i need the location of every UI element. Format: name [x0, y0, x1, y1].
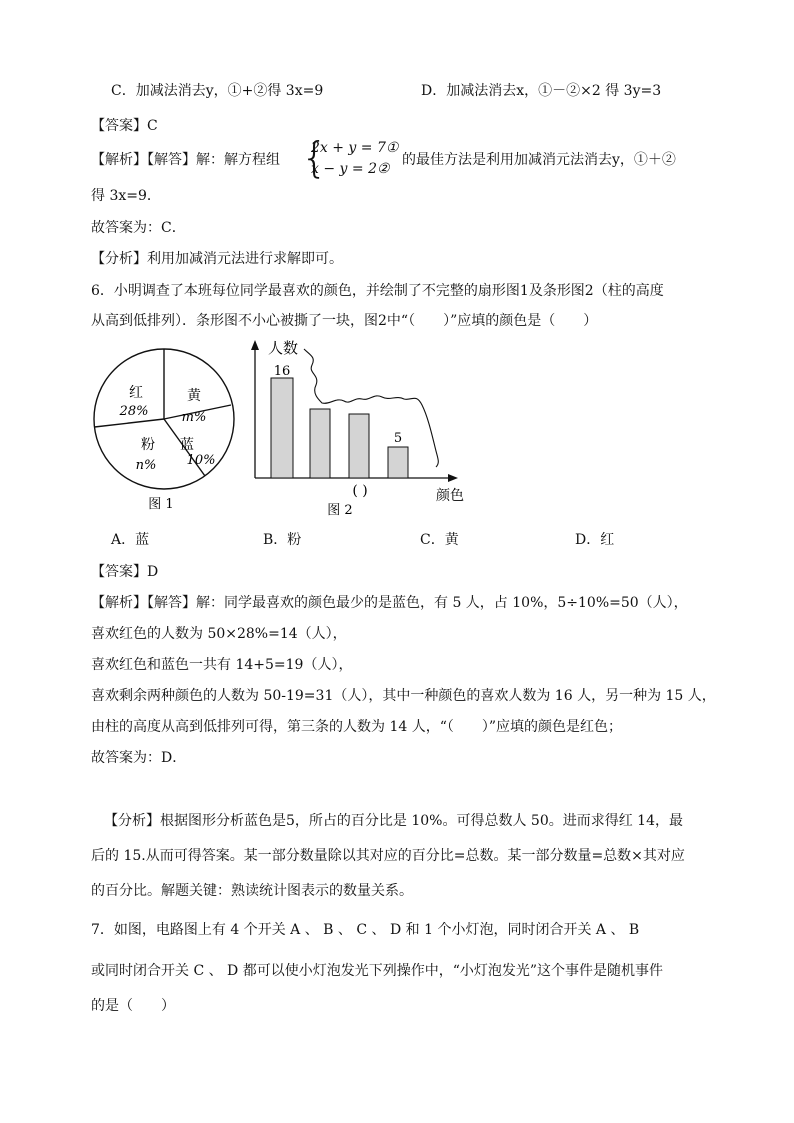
bar-chart-figure [240, 335, 470, 520]
pie-pct-red: 28% [119, 404, 149, 419]
q7-stem-line1: 7．如图，电路图上有 4 个开关 A 、 B 、 C 、 D 和 1 个小灯泡，同时闭合开关 A 、 B [91, 922, 640, 938]
bar-1 [271, 378, 293, 478]
analysis-suffix: 的最佳方法是利用加减消元法消去y，①＋② [402, 152, 676, 168]
answer-label: 【答案】C [91, 118, 158, 134]
analysis-prefix: 【解析】【解答】解：解方程组 [91, 152, 280, 168]
conclusion: 故答案为：C． [91, 220, 186, 236]
q7-stem-line2: 或同时闭合开关 C 、 D 都可以使小灯泡发光下列操作中，“小灯泡发光”这个事件是随机事件 [91, 963, 664, 979]
equation-1: 2x + y = 7① [311, 140, 399, 156]
fenxi: 【分析】利用加减消元法进行求解即可。 [91, 251, 343, 267]
fenxi-line-2: 后的 15.从而可得答案。某一部分数量除以其对应的百分比=总数。某一部分数量=总数×其对应 [91, 848, 685, 864]
q6-stem-line2: 从高到低排列）．条形图不小心被撕了一块，图2中“（ ）”应填的颜色是（ ） [91, 313, 598, 329]
fenxi-line-3: 的百分比。解题关键：熟读统计图表示的数量关系。 [91, 883, 413, 899]
pie-pct-pink: n% [135, 458, 157, 473]
solution-line-6: 故答案为：D． [91, 750, 187, 766]
answer-label-6: 【答案】D [91, 564, 159, 580]
solution-line-3: 喜欢红色和蓝色一共有 14+5=19（人）， [91, 657, 353, 673]
blank-category: ( ) [352, 483, 368, 499]
solution-line-2: 喜欢红色的人数为 50×28%=14（人）， [91, 626, 347, 642]
option-a: A．蓝 [111, 532, 150, 548]
pie-label-yellow: 黄 [187, 388, 201, 404]
pie-label-blue: 蓝 [180, 437, 194, 453]
pie-pct-yellow: m% [181, 410, 207, 425]
pie-pct-blue: 10% [186, 453, 216, 468]
fenxi-line-1: 【分析】根据图形分析蓝色是5，所占的百分比是 10%。可得总数人 50。进而求得红 14，最 [104, 813, 684, 829]
x-axis-label: 颜色 [436, 488, 464, 504]
pie-divider-left [95, 419, 165, 427]
solution-line-5: 由柱的高度从高到低排列可得，第三条的人数为 14 人，“（ ）”应填的颜色是红色； [91, 719, 623, 735]
pie-chart-figure [90, 345, 250, 515]
pie-label-pink: 粉 [141, 437, 155, 453]
x-axis-arrow-icon [448, 474, 458, 482]
q7-stem-line3: 的是（ ） [91, 998, 175, 1014]
option-c6: C．黄 [420, 532, 459, 548]
y-axis-label: 人数 [268, 339, 299, 357]
solution-line-4: 喜欢剩余两种颜色的人数为 50-19=31（人），其中一种颜色的喜欢人数为 16 人，另一种为 15 人， [91, 688, 716, 704]
option-b: B．粉 [263, 532, 302, 548]
bar-1-label: 16 [273, 364, 291, 379]
bar-caption: 图 2 [327, 503, 353, 518]
solution-line-1: 【解析】【解答】解：同学最喜欢的颜色最少的是蓝色，有 5 人，占 10%，5÷10%=50（人）， [91, 595, 688, 611]
option-d: D．加减法消去x，①－②×2 得 3y=3 [421, 83, 662, 99]
pie-caption: 图 1 [148, 497, 174, 512]
bar-4 [388, 447, 408, 478]
brace-icon: { [301, 133, 328, 182]
option-d6: D．红 [575, 532, 615, 548]
option-c: C．加减法消去y，①+②得 3x=9 [111, 83, 324, 99]
bar-4-label: 5 [393, 431, 403, 446]
q6-stem-line1: 6．小明调查了本班每位同学最喜欢的颜色，并绘制了不完整的扇形图1及条形图2（柱的高度 [91, 283, 664, 299]
equation-2: x − y = 2② [311, 161, 390, 177]
bar-3 [349, 414, 369, 478]
pie-label-red: 红 [129, 385, 143, 401]
analysis-line-2: 得 3x=9． [91, 188, 161, 204]
bar-2 [310, 409, 330, 478]
